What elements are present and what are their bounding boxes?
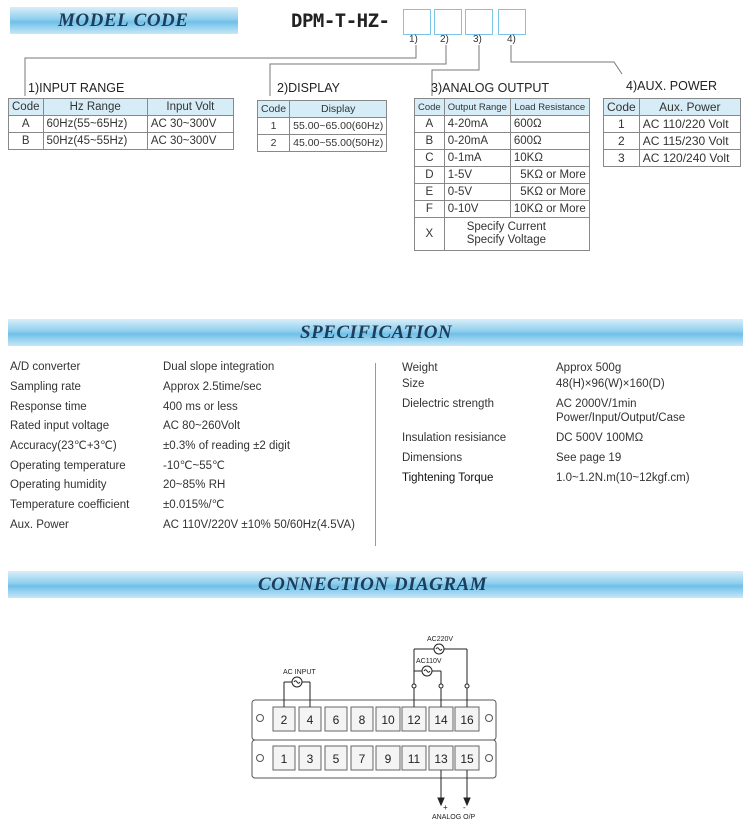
spec-label: Operating humidity <box>10 479 107 491</box>
dielectric-value-1: AC 2000V/1min <box>556 398 637 410</box>
range-cell: 0-10V <box>444 201 510 218</box>
display-table <box>257 100 387 152</box>
weight-value: Approx 500g <box>556 362 622 374</box>
code-cell: 1 <box>258 118 290 135</box>
display-cell: 45.00~55.00(50Hz) <box>290 135 387 152</box>
specification-banner <box>8 319 743 346</box>
col-header: Load Resistance <box>510 99 589 116</box>
table-row <box>258 135 387 152</box>
aux-power-title: 4)AUX. POWER <box>626 79 717 93</box>
spec-value: 400 ms or less <box>163 401 238 413</box>
torque-value: 1.0~1.2N.m(10~12kgf.cm) <box>556 472 690 484</box>
col-header: Code <box>415 99 445 116</box>
connection-banner <box>8 571 743 598</box>
power-cell: AC 115/230 Volt <box>639 133 740 150</box>
aux-power-table <box>603 98 741 167</box>
table-row <box>415 218 590 251</box>
terminal-number: 9 <box>384 752 392 766</box>
display-cell: 55.00~65.00(60Hz) <box>290 118 387 135</box>
col-header: Display <box>290 101 387 118</box>
terminal-number: 8 <box>358 713 366 727</box>
code-cell: A <box>415 116 445 133</box>
spec-label: Aux. Power <box>10 519 69 531</box>
spec-value: Dual slope integration <box>163 361 275 373</box>
analog-output-title: 3)ANALOG OUTPUT <box>431 81 550 95</box>
range-cell: 0-5V <box>444 184 510 201</box>
load-cell: 600Ω <box>510 116 589 133</box>
terminal-number: 3 <box>306 752 314 766</box>
table-row <box>415 167 590 184</box>
terminal-number: 1 <box>280 752 288 766</box>
slot-label-1: 1) <box>409 34 418 45</box>
model-code-title: MODEL CODE <box>58 10 189 31</box>
code-cell: E <box>415 184 445 201</box>
code-cell: 1 <box>604 116 640 133</box>
table-header-row <box>604 99 741 116</box>
table-row <box>415 201 590 218</box>
table-row <box>415 184 590 201</box>
weight-label: Weight <box>402 362 438 374</box>
col-header: Hz Range <box>43 99 147 116</box>
table-header-row <box>415 99 590 116</box>
table-row <box>415 116 590 133</box>
insulation-label: Insulation resisiance <box>402 432 507 444</box>
code-cell: A <box>9 116 44 133</box>
code-cell: B <box>415 133 445 150</box>
specify-voltage-text: Specify Voltage <box>466 234 546 246</box>
code-cell: F <box>415 201 445 218</box>
dimensions-value: See page 19 <box>556 452 622 464</box>
table-row <box>415 150 590 167</box>
analog-output-label: ANALOG O/P <box>432 814 476 821</box>
range-cell: 0-20mA <box>444 133 510 150</box>
size-label: Size <box>402 378 425 390</box>
terminal-number: 7 <box>358 752 366 766</box>
model-number: DPM-T-HZ- <box>291 10 390 32</box>
input-range-title: 1)INPUT RANGE <box>28 81 125 95</box>
size-value: 48(H)×96(W)×160(D) <box>556 378 665 390</box>
spec-label: Operating temperature <box>10 460 126 472</box>
load-cell: 10KΩ or More <box>510 201 589 218</box>
input-range-table <box>8 98 234 150</box>
power-cell: AC 110/220 Volt <box>639 116 740 133</box>
ac220-label: AC220V <box>427 636 454 643</box>
connection-title: CONNECTION DIAGRAM <box>258 574 488 595</box>
dielectric-value-2: Power/Input/Output/Case <box>556 412 686 424</box>
spec-value: 20~85% RH <box>163 479 226 491</box>
analog-output-table <box>414 98 590 251</box>
terminal-number: 6 <box>332 713 340 727</box>
code-cell: 3 <box>604 150 640 167</box>
table-header-row <box>258 101 387 118</box>
analog-minus-sign: - <box>463 803 466 812</box>
table-row <box>415 133 590 150</box>
table-row <box>9 116 234 133</box>
terminal-number: 15 <box>460 752 474 766</box>
aux-power-wiring <box>412 644 469 707</box>
table-row <box>258 118 387 135</box>
spec-label: A/D converter <box>10 361 81 373</box>
spec-value: ±0.015%/℃ <box>163 499 225 511</box>
code-cell: C <box>415 150 445 167</box>
dimensions-label: Dimensions <box>402 452 463 464</box>
ac-input-label: AC INPUT <box>283 669 316 676</box>
terminal-number: 5 <box>332 752 340 766</box>
insulation-value: DC 500V 100MΩ <box>556 432 644 444</box>
terminal-number: 11 <box>407 752 421 766</box>
table-header-row <box>9 99 234 116</box>
spec-value: AC 80~260Volt <box>163 420 241 432</box>
top-terminals <box>273 707 479 731</box>
display-title: 2)DISPLAY <box>277 81 340 95</box>
spec-label: Rated input voltage <box>10 420 110 432</box>
col-header: Code <box>604 99 640 116</box>
range-cell: 4-20mA <box>444 116 510 133</box>
slot-label-3: 3) <box>473 34 482 45</box>
table-row <box>604 116 741 133</box>
terminal-number: 12 <box>407 713 421 727</box>
volt-cell: AC 30~300V <box>147 133 233 150</box>
terminal-number: 10 <box>381 713 395 727</box>
code-cell: 2 <box>604 133 640 150</box>
code-cell: D <box>415 167 445 184</box>
col-header: Code <box>9 99 44 116</box>
table-row <box>604 150 741 167</box>
analog-plus-sign: + <box>443 803 448 812</box>
col-header: Code <box>258 101 290 118</box>
load-cell: 5KΩ or More <box>510 184 589 201</box>
terminal-number: 4 <box>306 713 314 727</box>
specify-current-text: Specify Current <box>466 221 546 233</box>
col-header: Aux. Power <box>639 99 740 116</box>
ac110-label: AC110V <box>416 658 442 665</box>
spec-value: ±0.3% of reading ±2 digit <box>163 440 291 452</box>
dielectric-label: Dielectric strength <box>402 398 495 410</box>
spec-label: Accuracy(23℃+3℃) <box>10 440 117 452</box>
power-cell: AC 120/240 Volt <box>639 150 740 167</box>
col-header: Input Volt <box>147 99 233 116</box>
torque-label: Tightening Torque <box>402 472 494 484</box>
bottom-terminals <box>273 746 479 770</box>
special-cell <box>444 218 589 251</box>
spec-value: -10℃~55℃ <box>163 460 225 472</box>
table-row <box>9 133 234 150</box>
spec-label: Response time <box>10 401 87 413</box>
spec-column-divider <box>375 363 376 546</box>
specification-title: SPECIFICATION <box>300 322 453 343</box>
spec-value: Approx 2.5time/sec <box>163 381 262 393</box>
leader-line-4 <box>511 45 622 74</box>
load-cell: 10KΩ <box>510 150 589 167</box>
slot-label-2: 2) <box>440 34 449 45</box>
code-cell: X <box>415 218 445 251</box>
terminal-number: 14 <box>434 713 448 727</box>
range-cell: 0-1mA <box>444 150 510 167</box>
load-cell: 600Ω <box>510 133 589 150</box>
table-row <box>604 133 741 150</box>
range-cell: 1-5V <box>444 167 510 184</box>
spec-label: Temperature coefficient <box>10 499 130 511</box>
col-header: Output Range <box>444 99 510 116</box>
range-cell: 60Hz(55~65Hz) <box>43 116 147 133</box>
volt-cell: AC 30~300V <box>147 116 233 133</box>
terminal-number: 16 <box>460 713 474 727</box>
load-cell: 5KΩ or More <box>510 167 589 184</box>
slot-label-4: 4) <box>507 34 516 45</box>
spec-value: AC 110V/220V ±10% 50/60Hz(4.5VA) <box>163 519 355 531</box>
range-cell: 50Hz(45~55Hz) <box>43 133 147 150</box>
connection-diagram <box>0 630 747 824</box>
code-cell: B <box>9 133 44 150</box>
terminal-number: 2 <box>280 713 288 727</box>
spec-label: Sampling rate <box>10 381 81 393</box>
code-cell: 2 <box>258 135 290 152</box>
terminal-number: 13 <box>434 752 448 766</box>
